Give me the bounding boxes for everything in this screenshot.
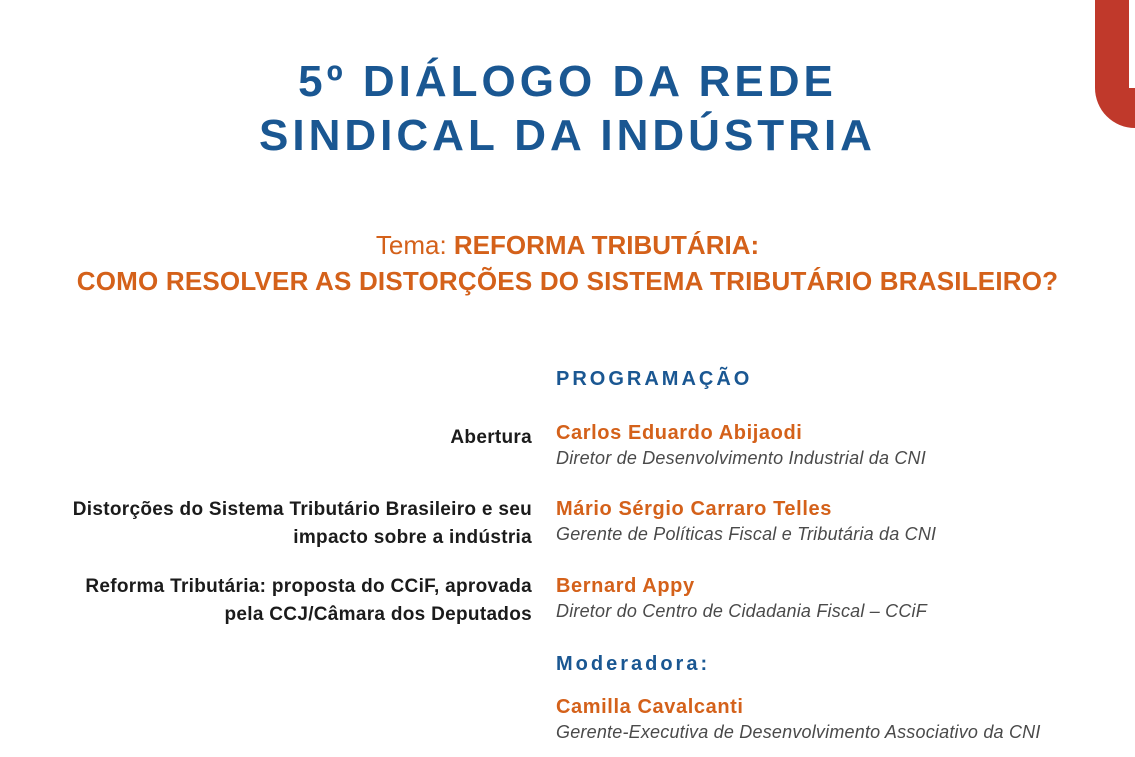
speaker-name: Carlos Eduardo Abijaodi: [556, 422, 803, 444]
subject-label: Tema:: [375, 230, 447, 260]
speaker-role: Diretor do Centro de Cidadania Fiscal – CCiF: [556, 601, 927, 621]
title-line-2: SINDICAL DA INDÚSTRIA: [259, 111, 876, 160]
page-title: [0, 55, 1135, 163]
subject-theme: REFORMA TRIBUTÁRIA:: [453, 230, 760, 260]
speaker-name: Bernard Appy: [556, 575, 695, 597]
program-speaker: [556, 496, 1116, 547]
moderator-heading: Moderadora:: [556, 653, 711, 675]
moderator-speaker: [556, 694, 1116, 745]
moderator-role: Gerente-Executiva de Desenvolvimento Associativo da CNI: [556, 722, 1041, 742]
program-topic: Reforma Tributária: proposta do CCiF, aprovada pela CCJ/Câmara dos Deputados: [85, 576, 532, 625]
title-line-1: 5º DIÁLOGO DA REDE: [298, 57, 837, 106]
program-topic: Distorções do Sistema Tributário Brasileiro e seu impacto sobre a indústria: [72, 499, 532, 548]
speaker-name: Mário Sérgio Carraro Telles: [556, 498, 832, 520]
program-speaker: [556, 420, 1116, 471]
speaker-role: Gerente de Políticas Fiscal e Tributária da CNI: [556, 524, 937, 544]
subject-line-1: [0, 228, 1135, 262]
moderator-name: Camilla Cavalcanti: [556, 696, 744, 718]
speaker-role: Diretor de Desenvolvimento Industrial da CNI: [556, 448, 926, 468]
program-speaker: [556, 573, 1116, 624]
subject-block: [0, 228, 1135, 300]
program-heading: PROGRAMAÇÃO: [556, 368, 753, 390]
program-topic: Abertura: [450, 427, 532, 448]
subject-line-2: COMO RESOLVER AS DISTORÇÕES DO SISTEMA TRIBUTÁRIO BRASILEIRO?: [76, 266, 1059, 296]
